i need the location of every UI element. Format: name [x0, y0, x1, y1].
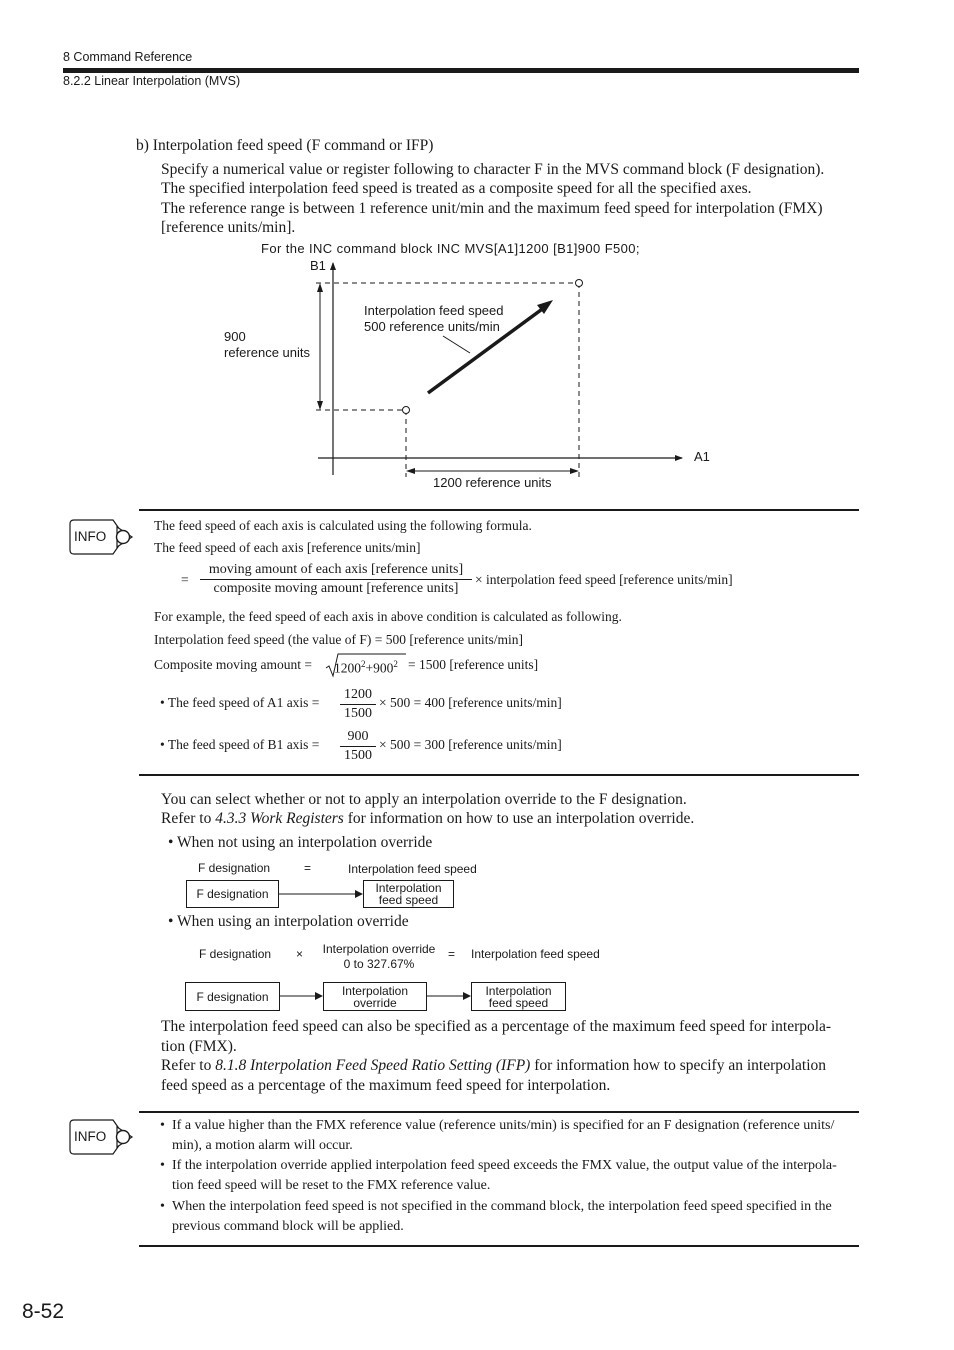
b1-denominator: 1500 [344, 748, 372, 763]
composite-sup-b: 2 [393, 659, 398, 669]
diagram-caption: For the INC command block INC MVS[A1]1200 [B1]900 F500; [261, 241, 640, 256]
formula-eq: = [181, 572, 189, 587]
speed-label-2: 500 reference units/min [364, 319, 500, 334]
subsection-heading: b) Interpolation feed speed (F command or IFP) [136, 137, 434, 154]
composite-sup-a: 2 [361, 659, 366, 669]
info2-bullet-3-text: When the interpolation feed speed is not specified in the command block, the interpolation feed speed specified in the previous command block will be applied. [172, 1199, 832, 1234]
para-line-3: The reference range is between 1 reference unit/min and the maximum feed speed for interpolation (FMX) [161, 200, 823, 217]
a1-label: • The feed speed of A1 axis = [160, 695, 320, 710]
bullet-with-override: • When using an interpolation override [168, 913, 409, 930]
fmx-line2: tion (FMX). [161, 1038, 237, 1055]
x-axis-label: A1 [694, 449, 710, 464]
info-icon-label: INFO [74, 1129, 107, 1144]
fmx-ref-pre: Refer to [161, 1057, 216, 1074]
d3-box-override [323, 982, 427, 1011]
info2-bullet-2-text: If the interpolation override applied interpolation feed speed exceeds the FMX value, the output value of the interpola- tion feed speed will be reset to the FMX reference value. [172, 1158, 837, 1193]
d3-label-override-1: Interpolation override [322, 942, 436, 956]
info2-top-rule [139, 1111, 859, 1113]
fmx-line4: feed speed as a percentage of the maximum feed speed for interpolation. [161, 1077, 611, 1094]
info2-bullet-2: • If the interpolation override applied interpolation feed speed exceeds the FMX value, the output value of the interpola- tion feed speed will be reset to the FMX reference value. [160, 1156, 860, 1196]
d3-box-speed [471, 982, 566, 1011]
d2-arrow [279, 887, 363, 901]
start-point [403, 407, 410, 414]
d2-box-speed-line1: Interpolation [375, 881, 442, 895]
d3-arrow-2 [427, 989, 471, 1003]
speed-label-1: Interpolation feed speed [364, 303, 504, 318]
info-icon-label: INFO [74, 529, 107, 544]
d2-label-speed: Interpolation feed speed [348, 862, 477, 876]
info1-line4: Interpolation feed speed (the value of F) = 500 [reference units/min] [154, 632, 523, 647]
info1-line3: For example, the feed speed of each axis in above condition is calculated as following. [154, 609, 622, 624]
d3-box-f: F designation [185, 982, 280, 1011]
d3-label-speed: Interpolation feed speed [471, 947, 600, 961]
override-ref-pre: Refer to [161, 810, 216, 827]
para-line-2: The specified interpolation feed speed is treated as a composite speed for all the specified axes. [161, 180, 752, 197]
composite-prefix: Composite moving amount = [154, 657, 312, 672]
section-header: 8.2.2 Linear Interpolation (MVS) [63, 74, 241, 88]
fmx-ref-post: for information how to specify an interpolation [530, 1057, 827, 1074]
label-leader [443, 336, 470, 353]
para-line-4: [reference units/min]. [161, 219, 296, 236]
composite-b: +900 [365, 660, 394, 676]
page-number: 8-52 [22, 1300, 65, 1323]
info1-line2: The feed speed of each axis [reference units/min] [154, 540, 421, 555]
info1-top-rule [139, 509, 859, 511]
d2-label-eq: = [304, 861, 312, 875]
a1-denominator: 1500 [344, 706, 372, 721]
para-line-1: Specify a numerical value or register following to character F in the MVS command block (F designation). [161, 161, 825, 178]
formula-numerator: moving amount of each axis [reference units] [208, 562, 464, 577]
interpolation-diagram [0, 0, 954, 500]
y-axis-label: B1 [310, 258, 326, 273]
formula-fraction [200, 562, 472, 597]
composite-root [334, 659, 398, 677]
b1-numerator: 900 [347, 729, 369, 744]
d3-arrow-1 [280, 989, 323, 1003]
b1-label: • The feed speed of B1 axis = [160, 737, 320, 752]
d2-box-f: F designation [186, 880, 279, 908]
d2-box-speed-line2: feed speed [378, 893, 439, 907]
y-dim-label-2: reference units [224, 345, 310, 360]
d2-box-speed [363, 880, 454, 908]
info1-bottom-rule [139, 774, 859, 776]
a1-fraction [340, 687, 376, 722]
formula-denominator: composite moving amount [reference units] [213, 581, 459, 596]
composite-a: 1200 [334, 660, 361, 676]
d3-label-f: F designation [199, 947, 272, 961]
x-dim-label: 1200 reference units [433, 475, 552, 490]
d2-label-f: F designation [198, 861, 271, 875]
d3-label-override-2: 0 to 327.67% [343, 957, 415, 971]
y-dim-label-1: 900 [224, 329, 246, 344]
b1-tail: × 500 = 300 [reference units/min] [379, 737, 562, 752]
a1-numerator: 1200 [344, 687, 372, 702]
override-line2 [161, 810, 694, 828]
composite-suffix: = 1500 [reference units] [408, 657, 539, 672]
d3-box-override-line2: override [353, 995, 397, 1010]
info2-bullet-1-text: If a value higher than the FMX reference value (reference units/min) is specified for an F designation (reference units/ min), a motion alarm will occur. [172, 1118, 835, 1153]
b1-fraction [340, 729, 376, 764]
end-point [576, 280, 583, 287]
d3-label-eq: = [448, 947, 456, 961]
d3-label-times: × [296, 947, 304, 961]
override-line1: You can select whether or not to apply an interpolation override to the F designation. [161, 791, 687, 808]
info2-bullet-1: • If a value higher than the FMX reference value (reference units/min) is specified for an F designation (reference units/ min), a motion alarm will occur. [160, 1116, 860, 1156]
fmx-line3 [161, 1057, 826, 1075]
override-ref-post: for information on how to use an interpolation override. [343, 810, 695, 827]
info2-bullet-3: • When the interpolation feed speed is not specified in the command block, the interpolation feed speed specified in the previous command block will be applied. [160, 1197, 860, 1237]
bullet-no-override: • When not using an interpolation override [168, 834, 433, 851]
d3-box-override-line1: Interpolation [341, 983, 409, 998]
ifp-section-link[interactable]: 8.1.8 Interpolation Feed Speed Ratio Setting (IFP) [215, 1057, 531, 1074]
d3-box-speed-line2: feed speed [488, 995, 549, 1010]
d3-box-speed-line1: Interpolation [485, 983, 552, 998]
work-registers-link[interactable]: 4.3.3 Work Registers [215, 810, 344, 827]
info2-bottom-rule [139, 1245, 859, 1247]
a1-tail: × 500 = 400 [reference units/min] [379, 695, 562, 710]
formula-tail: × interpolation feed speed [reference units/min] [475, 572, 733, 587]
chapter-header: 8 Command Reference [63, 50, 193, 64]
fmx-line1: The interpolation feed speed can also be specified as a percentage of the maximum feed speed for interpola- [161, 1018, 832, 1035]
info1-line1: The feed speed of each axis is calculated using the following formula. [154, 518, 532, 533]
